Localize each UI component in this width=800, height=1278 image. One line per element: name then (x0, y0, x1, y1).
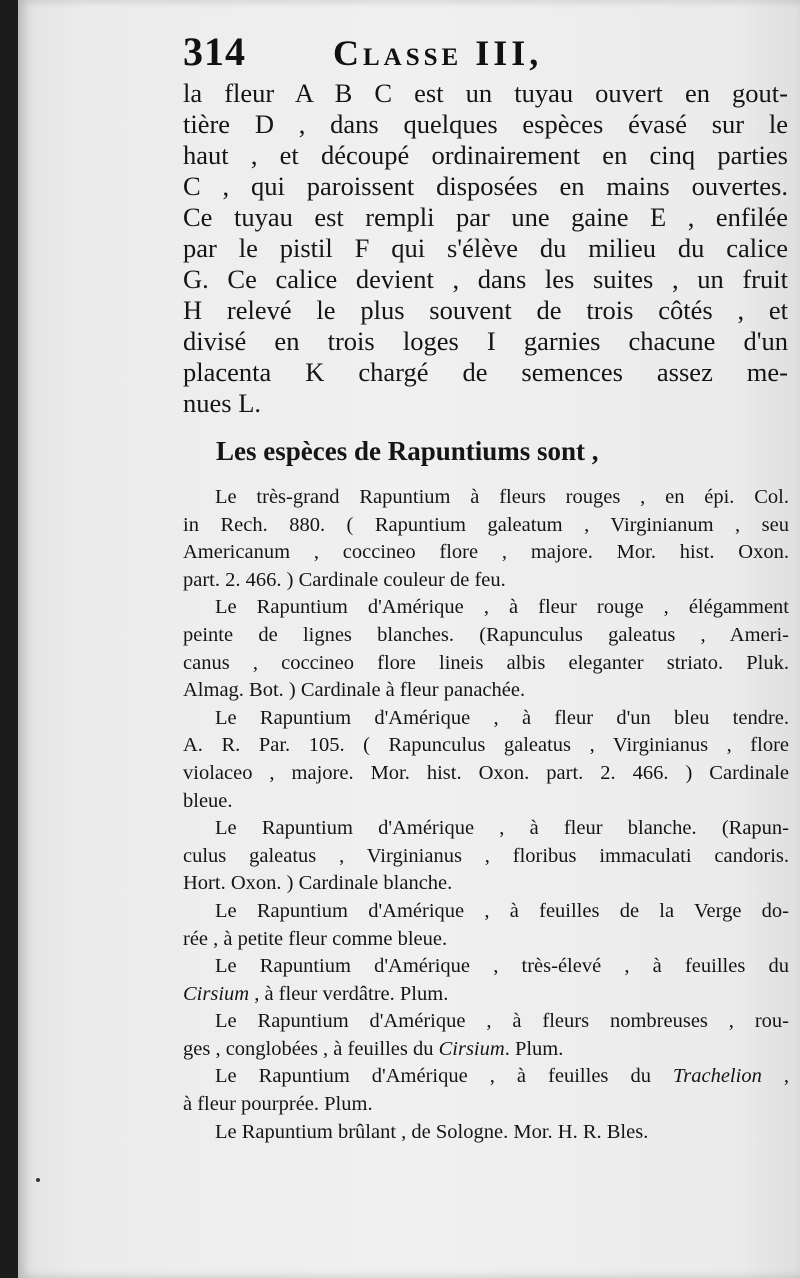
species-line: ges , conglobées , à feuilles du Cirsium. Plum. (183, 1037, 564, 1060)
intro-line: par le pistil F qui s'élève du milieu du calice (183, 233, 788, 263)
species-line: Almag. Bot. ) Cardinale à fleur panachée. (183, 679, 526, 702)
species-entry (183, 815, 789, 898)
intro-line: H relevé le plus souvent de trois côtés , et (183, 295, 788, 325)
species-line: rée , à petite fleur comme bleue. (183, 927, 448, 950)
intro-line: placenta K chargé de semences assez me- (183, 357, 788, 387)
page-header (183, 28, 783, 80)
species-entry (183, 484, 789, 594)
species-entry (183, 705, 789, 815)
species-entry (183, 594, 789, 704)
intro-line: haut , et découpé ordinairement en cinq parties (183, 140, 788, 170)
section-heading: Les espèces de Rapuntiums sont , (216, 436, 599, 466)
species-line: Le très-grand Rapuntium à fleurs rouges , en épi. Col. (215, 486, 789, 508)
species-entry (183, 1063, 789, 1118)
species-line: Le Rapuntium d'Amérique , à feuilles du Trachelion , (215, 1065, 789, 1088)
species-line: Le Rapuntium d'Amérique , à feuilles de la Verge do- (215, 899, 789, 922)
species-line: bleue. (183, 789, 233, 812)
intro-line: G. Ce calice devient , dans les suites , un fruit (183, 264, 788, 294)
page-number: 314 (183, 29, 246, 74)
species-line: Le Rapuntium brûlant , de Sologne. Mor. H. R. Bles. (215, 1120, 649, 1143)
species-entry (183, 953, 789, 1008)
species-line: part. 2. 466. ) Cardinale couleur de feu. (183, 568, 506, 591)
species-line: Le Rapuntium d'Amérique , très-élevé , à feuilles du (215, 955, 789, 978)
species-entry (183, 1119, 789, 1147)
species-line: à fleur pourprée. Plum. (183, 1093, 373, 1116)
book-page (18, 0, 800, 1278)
intro-line: la fleur A B C est un tuyau ouvert en gout- (183, 78, 788, 108)
running-head: Classe III, (333, 33, 543, 73)
species-list (183, 484, 789, 1146)
intro-line: tière D , dans quelques espèces évasé sur le (183, 109, 788, 139)
species-line: Le Rapuntium d'Amérique , à fleur blanche. (Rapun- (215, 817, 789, 840)
species-entry (183, 898, 789, 953)
intro-paragraph (183, 78, 788, 419)
species-line: culus galeatus , Virginianus , floribus immaculati candoris. (183, 844, 789, 867)
species-line: Le Rapuntium d'Amérique , à fleur d'un bleu tendre. (215, 706, 789, 729)
species-line: in Rech. 880. ( Rapuntium galeatum , Virginianum , seu (183, 513, 789, 536)
species-line: canus , coccineo flore lineis albis eleganter striato. Pluk. (183, 651, 789, 674)
intro-line: divisé en trois loges I garnies chacune d'un (183, 326, 788, 356)
species-line: Le Rapuntium d'Amérique , à fleur rouge , élégamment (215, 596, 789, 619)
intro-line: Ce tuyau est rempli par une gaine E , enfilée (183, 202, 788, 232)
species-line: Hort. Oxon. ) Cardinale blanche. (183, 872, 453, 895)
species-line: Le Rapuntium d'Amérique , à fleurs nombreuses , rou- (215, 1010, 789, 1033)
margin-mark (36, 1178, 40, 1182)
species-line: Americanum , coccineo flore , majore. Mor. hist. Oxon. (183, 541, 789, 564)
species-entry (183, 1008, 789, 1063)
intro-line: nues L. (183, 388, 262, 418)
species-line: Cirsium , à fleur verdâtre. Plum. (183, 982, 449, 1005)
species-line: peinte de lignes blanches. (Rapunculus galeatus , Ameri- (183, 623, 789, 646)
species-line: violaceo , majore. Mor. hist. Oxon. part. 2. 466. ) Cardinale (183, 761, 789, 784)
species-line: A. R. Par. 105. ( Rapunculus galeatus , Virginianus , flore (183, 734, 789, 757)
intro-line: C , qui paroissent disposées en mains ouvertes. (183, 171, 788, 201)
